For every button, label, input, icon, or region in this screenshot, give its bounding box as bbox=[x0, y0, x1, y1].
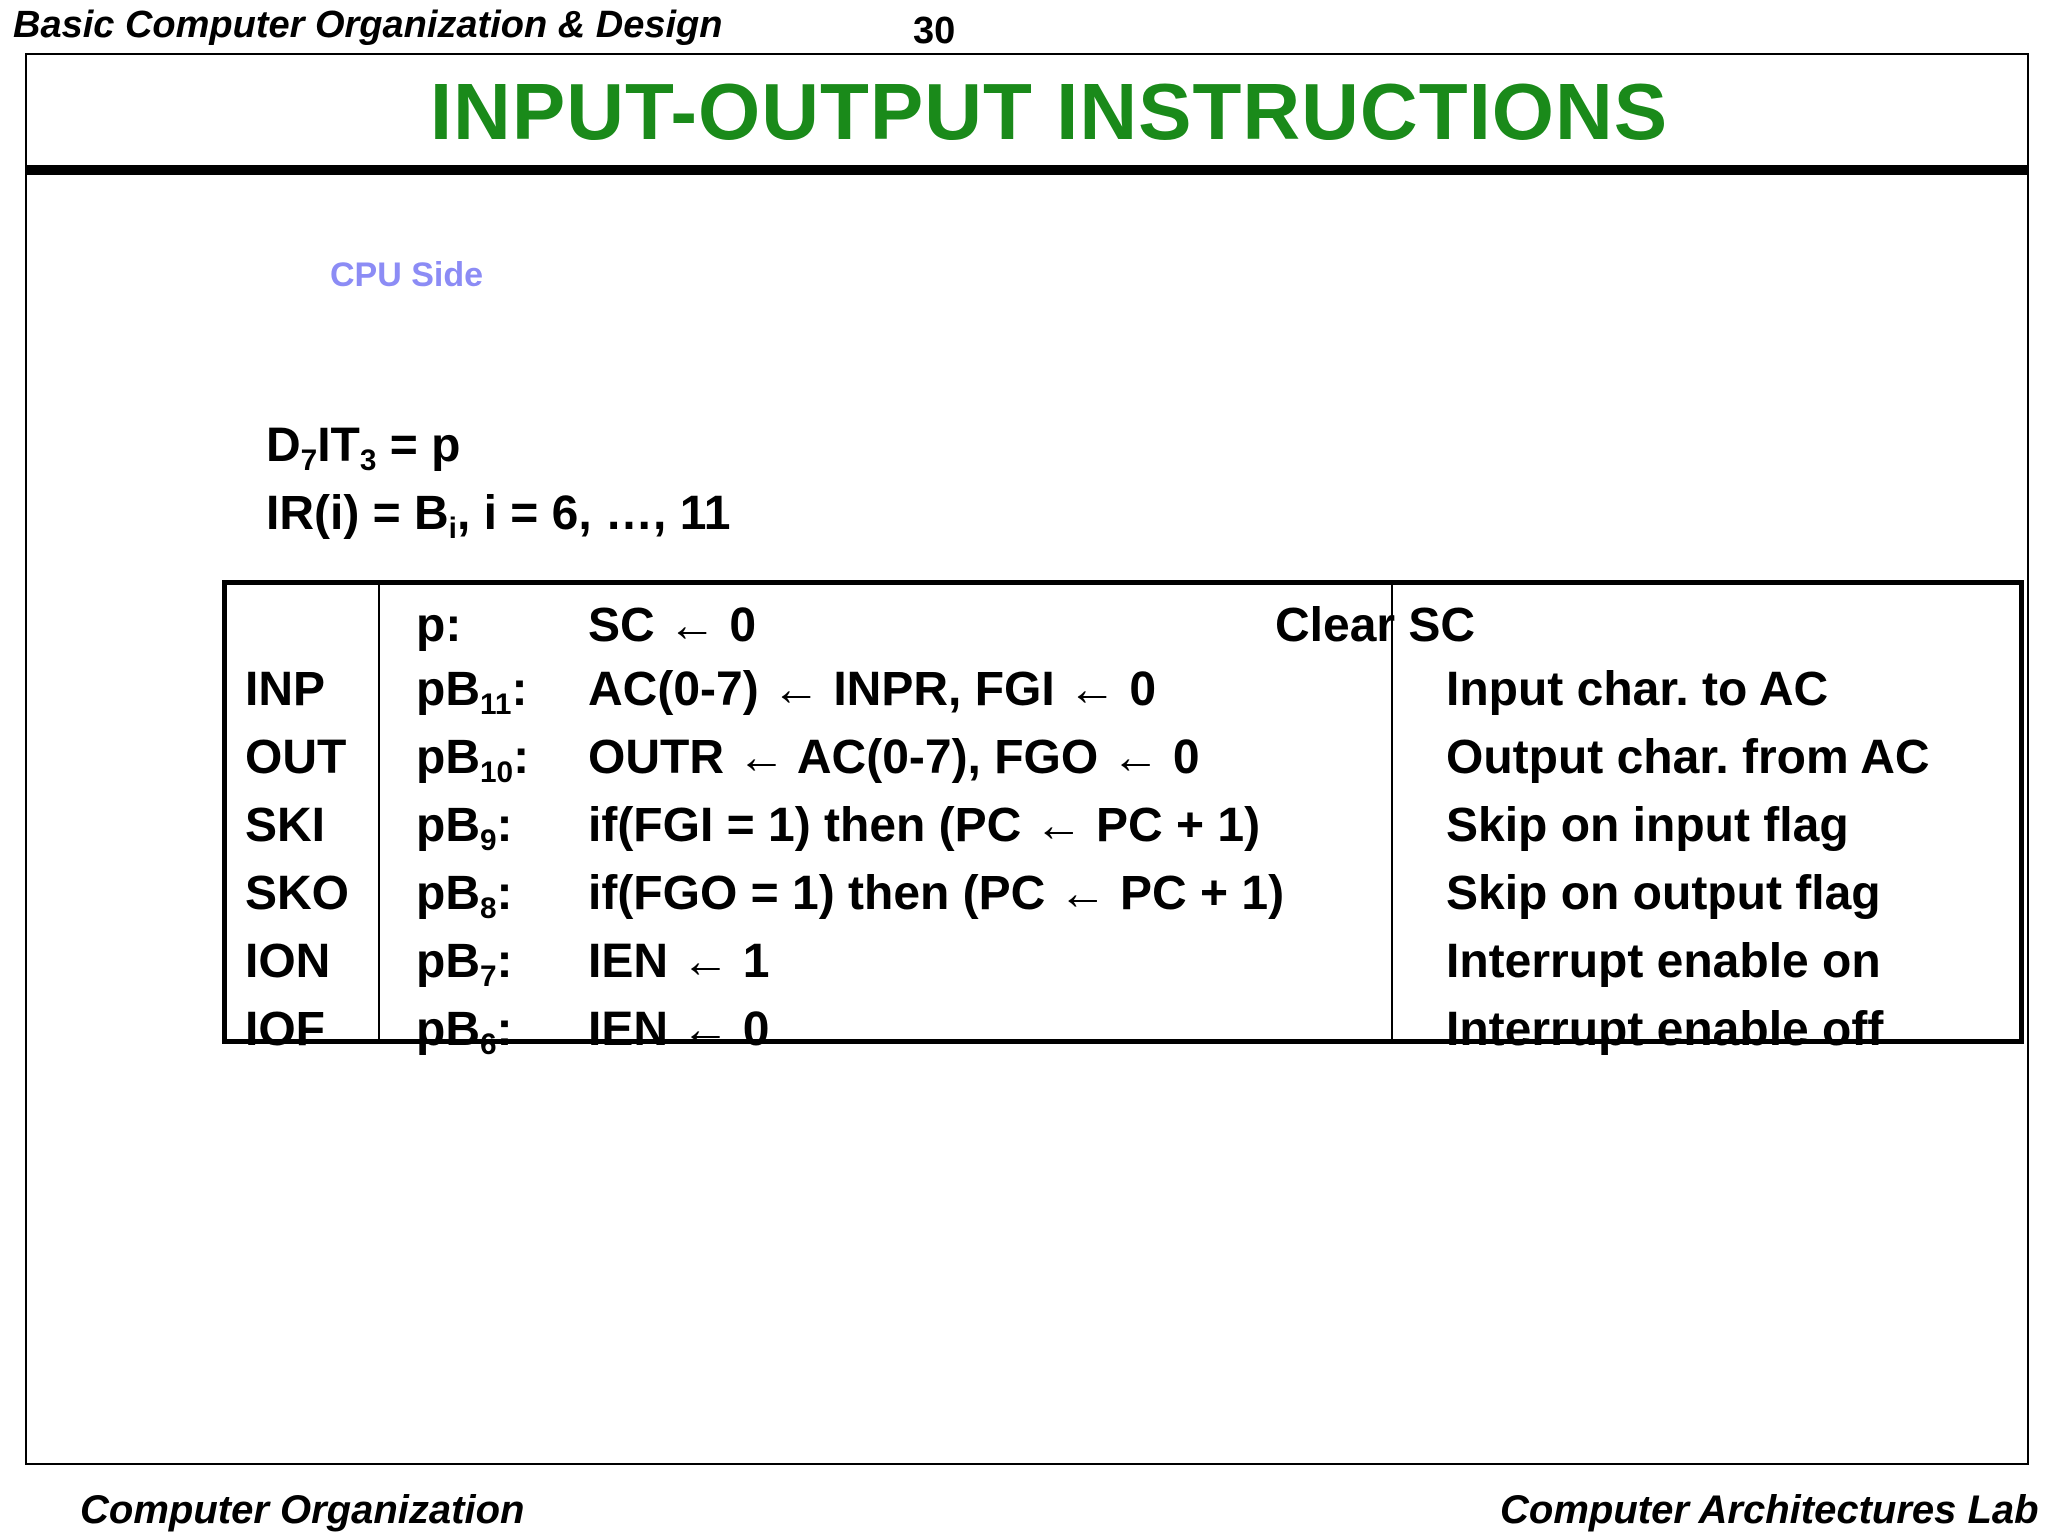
row-ion-operation: IEN ← 1 bbox=[588, 935, 770, 988]
eq1-rest: = p bbox=[376, 419, 461, 472]
row-out-condition: $pB_{10}$: bbox=[416, 731, 530, 789]
footer-right: Computer Architectures Lab bbox=[1500, 1488, 2039, 1532]
row-inp-description: Input char. to AC bbox=[1446, 663, 1829, 716]
row-ski-condition: $pB_9$: bbox=[416, 799, 513, 857]
row-sko-description: Skip on output flag bbox=[1446, 867, 1881, 920]
row-iof-condition: $pB_6$: bbox=[416, 1003, 513, 1061]
eq1-t-subscript: 3 bbox=[359, 443, 377, 477]
row-p-operation: SC ← 0 bbox=[588, 599, 757, 652]
row-iof-operation: IEN ← 0 bbox=[588, 1003, 770, 1056]
equation-d7it3 bbox=[266, 418, 461, 477]
row-ion-description: Interrupt enable on bbox=[1446, 935, 1881, 988]
row-p-condition: p: bbox=[416, 599, 462, 652]
row-inp-mnemonic: INP bbox=[245, 663, 326, 716]
row-inp-operation: AC(0-7) ← INPR, FGI ← 0 bbox=[588, 663, 1157, 716]
row-ski-description: Skip on input flag bbox=[1446, 799, 1849, 852]
slide-title: INPUT-OUTPUT INSTRUCTIONS bbox=[429, 67, 1669, 156]
cpu-side-label: CPU Side bbox=[330, 256, 484, 294]
row-iof-mnemonic: IOF bbox=[245, 1003, 325, 1056]
row-inp-condition: $pB_{11}$: bbox=[416, 663, 528, 721]
row-iof-description: Interrupt enable off bbox=[1446, 1003, 1884, 1056]
eq1-it: IT bbox=[317, 419, 360, 472]
eq1-d-subscript: 7 bbox=[300, 443, 318, 477]
row-out-operation: OUTR ← AC(0-7), FGO ← 0 bbox=[588, 731, 1200, 784]
row-out-mnemonic: OUT bbox=[245, 731, 347, 784]
eq2-rest: , i = 6, …, 11 bbox=[456, 487, 731, 540]
equation-ir-bits bbox=[266, 486, 731, 545]
row-ion-mnemonic: ION bbox=[245, 935, 331, 988]
row-sko-mnemonic: SKO bbox=[245, 867, 350, 920]
eq2-pre: IR(i) = B bbox=[266, 487, 449, 540]
row-ski-operation: if(FGI = 1) then (PC ← PC + 1) bbox=[588, 799, 1261, 852]
header-course-title: Basic Computer Organization & Design bbox=[13, 4, 723, 46]
title-divider bbox=[25, 165, 2029, 175]
eq1-d: D bbox=[266, 419, 301, 472]
table-divider-mnemonic bbox=[378, 583, 380, 1040]
footer-left: Computer Organization bbox=[80, 1488, 525, 1532]
row-ski-mnemonic: SKI bbox=[245, 799, 326, 852]
row-out-description: Output char. from AC bbox=[1446, 731, 1930, 784]
eq2-subscript: i bbox=[448, 511, 457, 545]
row-p-description: Clear SC bbox=[1275, 599, 1476, 652]
row-sko-operation: if(FGO = 1) then (PC ← PC + 1) bbox=[588, 867, 1285, 920]
row-ion-condition: $pB_7$: bbox=[416, 935, 513, 993]
page-number: 30 bbox=[913, 10, 956, 52]
row-sko-condition: $pB_8$: bbox=[416, 867, 513, 925]
